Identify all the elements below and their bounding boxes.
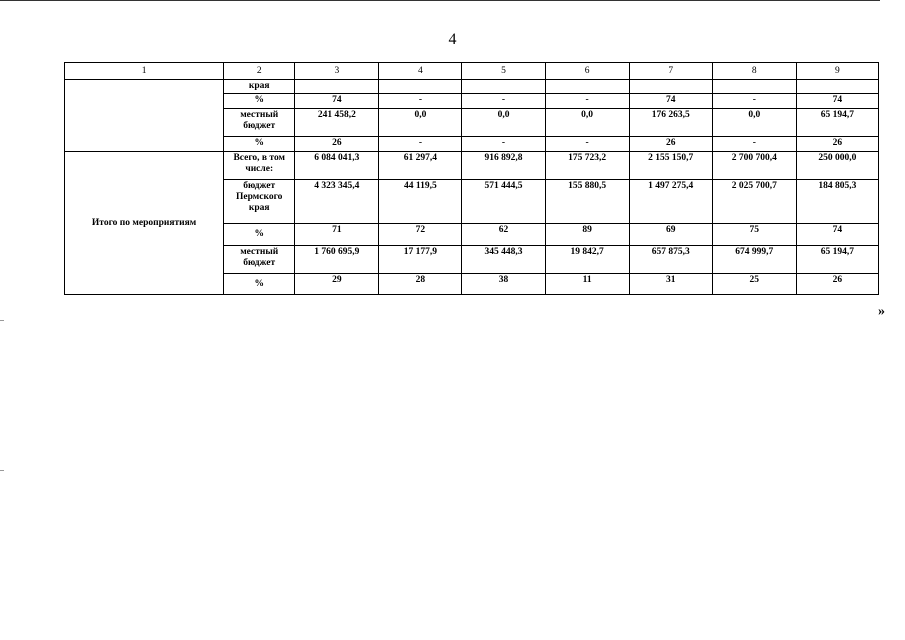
- table-cell: 674 999,7: [712, 246, 796, 274]
- table-cell: 571 444,5: [462, 180, 545, 224]
- table-cell: 89: [545, 224, 629, 246]
- table-cell: 6 084 041,3: [295, 152, 379, 180]
- table-cell: 184 805,3: [796, 180, 878, 224]
- table-cell: 75: [712, 224, 796, 246]
- table-cell: 1 760 695,9: [295, 246, 379, 274]
- column-header: 7: [629, 63, 712, 80]
- row-label: %: [224, 137, 295, 152]
- row-label: края: [224, 80, 295, 94]
- table-cell: -: [545, 137, 629, 152]
- table-cell: 74: [629, 94, 712, 109]
- column-header: 5: [462, 63, 545, 80]
- table-cell: 31: [629, 274, 712, 295]
- table-cell: 175 723,2: [545, 152, 629, 180]
- table-header-row: [65, 63, 879, 80]
- empty-merged-cell: [65, 80, 224, 152]
- table-cell: 2 700 700,4: [712, 152, 796, 180]
- column-header: 1: [65, 63, 224, 80]
- closing-quote-mark: »: [878, 304, 885, 319]
- row-label: Всего, в том числе:: [224, 152, 295, 180]
- column-header: 8: [712, 63, 796, 80]
- row-label: %: [224, 224, 295, 246]
- row-label: местный бюджет: [224, 246, 295, 274]
- table-cell: 0,0: [712, 109, 796, 137]
- table-cell: 29: [295, 274, 379, 295]
- table-cell: 250 000,0: [796, 152, 878, 180]
- table-cell: 155 880,5: [545, 180, 629, 224]
- table-cell: -: [462, 94, 545, 109]
- table-cell: 241 458,2: [295, 109, 379, 137]
- column-header: 9: [796, 63, 878, 80]
- table-cell: 26: [295, 137, 379, 152]
- table-cell: 2 025 700,7: [712, 180, 796, 224]
- column-header: 2: [224, 63, 295, 80]
- table-cell: 2 155 150,7: [629, 152, 712, 180]
- table-cell: 345 448,3: [462, 246, 545, 274]
- table-cell: -: [712, 137, 796, 152]
- table-cell: 28: [379, 274, 462, 295]
- margin-tick: [0, 470, 4, 471]
- table-cell: 176 263,5: [629, 109, 712, 137]
- table-cell: 74: [796, 224, 878, 246]
- table-cell: -: [712, 94, 796, 109]
- table-cell: [629, 80, 712, 94]
- page-number: 4: [448, 31, 457, 48]
- table-cell: 916 892,8: [462, 152, 545, 180]
- column-header: 6: [545, 63, 629, 80]
- margin-tick: [0, 320, 4, 321]
- table-row: [65, 152, 879, 180]
- table-cell: [462, 80, 545, 94]
- row-label: местный бюджет: [224, 109, 295, 137]
- table-cell: 0,0: [545, 109, 629, 137]
- table-cell: 74: [796, 94, 878, 109]
- table-cell: 0,0: [462, 109, 545, 137]
- table-cell: -: [462, 137, 545, 152]
- table-cell: [796, 80, 878, 94]
- table-cell: 17 177,9: [379, 246, 462, 274]
- table-cell: 26: [629, 137, 712, 152]
- table-cell: [545, 80, 629, 94]
- table-cell: 65 194,7: [796, 246, 878, 274]
- column-header: 3: [295, 63, 379, 80]
- table-cell: [712, 80, 796, 94]
- table-cell: -: [545, 94, 629, 109]
- total-section-title: Итого по мероприятиям: [65, 152, 224, 295]
- table-cell: 44 119,5: [379, 180, 462, 224]
- table-cell: [379, 80, 462, 94]
- row-label: %: [224, 94, 295, 109]
- table-cell: -: [379, 137, 462, 152]
- table-cell: 62: [462, 224, 545, 246]
- row-label: бюджет Пермского края: [224, 180, 295, 224]
- table-cell: -: [379, 94, 462, 109]
- table-cell: 1 497 275,4: [629, 180, 712, 224]
- row-label: %: [224, 274, 295, 295]
- table-cell: 4 323 345,4: [295, 180, 379, 224]
- table-cell: 69: [629, 224, 712, 246]
- table-row: [65, 80, 879, 94]
- table-cell: 26: [796, 137, 878, 152]
- table-cell: 19 842,7: [545, 246, 629, 274]
- table-cell: 61 297,4: [379, 152, 462, 180]
- column-header: 4: [379, 63, 462, 80]
- table-cell: 26: [796, 274, 878, 295]
- table-cell: 25: [712, 274, 796, 295]
- table-cell: [295, 80, 379, 94]
- table-cell: 74: [295, 94, 379, 109]
- table-cell: 72: [379, 224, 462, 246]
- budget-table: [64, 62, 879, 295]
- top-border-line: [0, 0, 880, 1]
- table-cell: 65 194,7: [796, 109, 878, 137]
- table-cell: 11: [545, 274, 629, 295]
- table-cell: 657 875,3: [629, 246, 712, 274]
- table-cell: 71: [295, 224, 379, 246]
- table-cell: 38: [462, 274, 545, 295]
- table-cell: 0,0: [379, 109, 462, 137]
